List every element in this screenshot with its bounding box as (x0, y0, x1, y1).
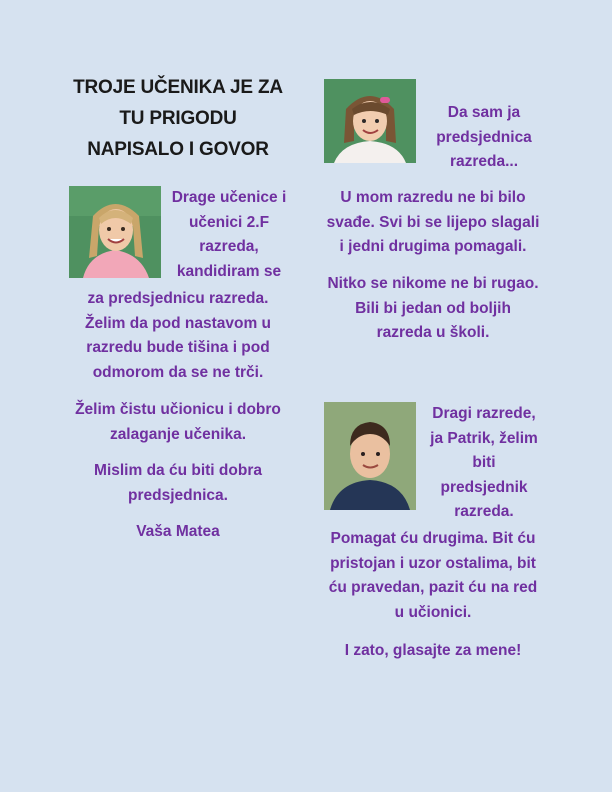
girl-two-line: svađe. Svi bi se lijepo slagali (326, 213, 540, 231)
patrik-line: Pomagat ću drugima. Bit ću (330, 530, 536, 547)
girl-two-line: Nitko se nikome ne bi rugao. (327, 275, 539, 292)
girl-two-line: U mom razredu ne bi bilo (340, 189, 526, 206)
matea-intro-line: Drage učenice i (171, 189, 287, 206)
patrik-intro-line: ja Patrik, želim (430, 429, 538, 447)
patrik-intro-line: predsjednik (440, 478, 528, 496)
patrik-intro-line: razreda. (454, 503, 514, 520)
matea-signature: Vaša Matea (136, 523, 220, 540)
matea-photo (69, 186, 161, 278)
patrik-intro-line: biti (472, 454, 496, 471)
matea-paragraph-3 (66, 459, 290, 508)
patrik-paragraph-1 (320, 527, 546, 625)
title-line-3: NAPISALO I GOVOR (87, 139, 269, 160)
girl-two-intro-line: Da sam ja (447, 104, 521, 121)
patrik-line: ću pravedan, pazit ću na red (328, 579, 538, 596)
girl-two-line: razreda u školi. (376, 324, 490, 341)
girl-two-intro-line: razreda... (449, 153, 519, 170)
patrik-closing: I zato, glasajte za mene! (344, 642, 522, 659)
patrik-photo (324, 402, 416, 510)
matea-line: za predsjednicu razreda. (87, 290, 269, 307)
girl-two-paragraph-1 (320, 186, 546, 260)
girl-two-line: Bili bi jedan od boljih (355, 299, 511, 317)
title-line-1: TROJE UČENIKA JE ZA (73, 77, 283, 98)
patrik-line: pristojan i uzor ostalima, bit (330, 554, 536, 572)
matea-intro-line: razreda, (199, 238, 259, 255)
matea-intro-line: kandidiram se (176, 262, 282, 280)
patrik-line: u učionici. (394, 603, 472, 621)
matea-intro-line: učenici 2.F (188, 213, 270, 231)
matea-line: razredu bude tišina i pod (86, 339, 270, 356)
matea-line: zalaganje učenika. (109, 425, 247, 443)
girl-two-photo (324, 79, 416, 163)
matea-paragraph-1 (66, 287, 290, 385)
girl-two-paragraph-2 (320, 272, 546, 346)
matea-line: Mislim da ću biti dobra (94, 462, 262, 479)
title-line-2: TU PRIGODU (119, 108, 237, 129)
matea-line: Želim čistu učionicu i dobro (75, 401, 281, 418)
patrik-intro-line: Dragi razrede, (432, 405, 536, 422)
page-title (66, 72, 290, 165)
girl-two-intro (422, 101, 546, 175)
matea-paragraph-2 (66, 398, 290, 447)
matea-intro (168, 186, 290, 284)
matea-line: predsjednica. (128, 486, 228, 504)
girl-two-line: i jedni drugima pomagali. (339, 238, 527, 255)
patrik-intro (422, 402, 546, 525)
girl-two-intro-line: predsjednica (436, 128, 532, 146)
matea-line: odmorom da se ne trči. (92, 363, 264, 381)
matea-line: Želim da pod nastavom u (84, 314, 272, 332)
